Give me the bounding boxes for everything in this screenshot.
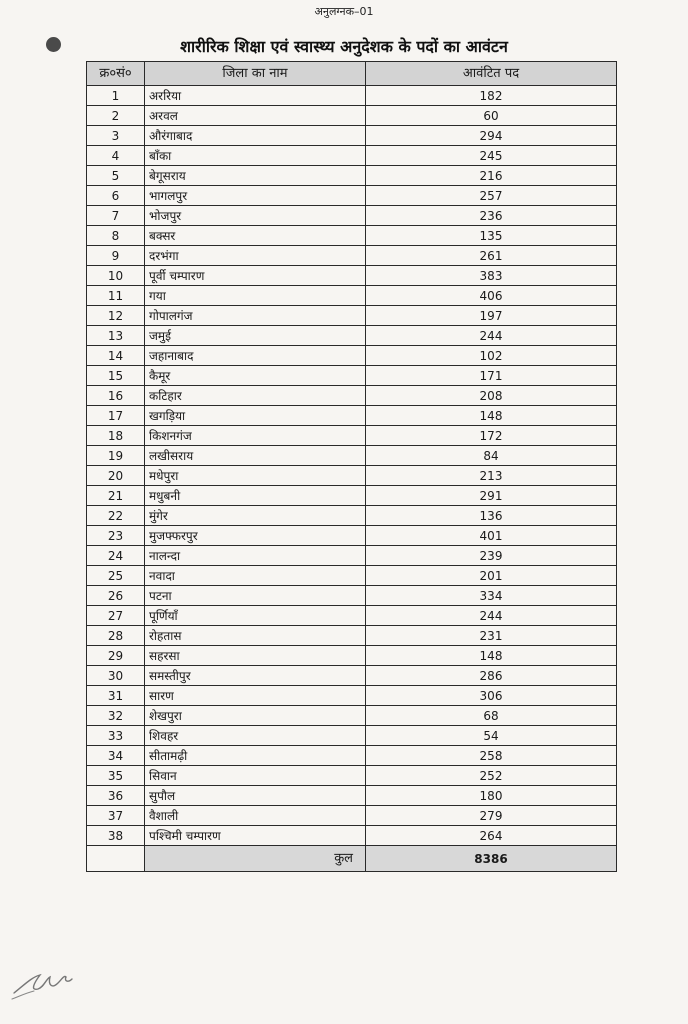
- posts-cell: 68: [366, 706, 617, 726]
- district-cell: गया: [145, 286, 366, 306]
- total-blank-cell: [87, 846, 145, 872]
- serial-cell: 3: [87, 126, 145, 146]
- posts-cell: 244: [366, 606, 617, 626]
- total-value: 8386: [366, 846, 617, 872]
- serial-cell: 1: [87, 86, 145, 106]
- serial-cell: 29: [87, 646, 145, 666]
- serial-cell: 31: [87, 686, 145, 706]
- table-row: [87, 106, 617, 126]
- district-cell: रोहतास: [145, 626, 366, 646]
- table-row: [87, 386, 617, 406]
- serial-cell: 20: [87, 466, 145, 486]
- annex-label: अनुलग्नक–01: [314, 5, 374, 18]
- district-cell: बेगूसराय: [145, 166, 366, 186]
- posts-cell: 401: [366, 526, 617, 546]
- posts-cell: 406: [366, 286, 617, 306]
- serial-cell: 27: [87, 606, 145, 626]
- posts-cell: 306: [366, 686, 617, 706]
- table-header-row: [87, 62, 617, 86]
- posts-cell: 334: [366, 586, 617, 606]
- table-row: [87, 286, 617, 306]
- table-row: [87, 626, 617, 646]
- posts-cell: 252: [366, 766, 617, 786]
- district-cell: वैशाली: [145, 806, 366, 826]
- table-row: [87, 546, 617, 566]
- table-row: [87, 606, 617, 626]
- table-row: [87, 706, 617, 726]
- serial-cell: 34: [87, 746, 145, 766]
- posts-cell: 286: [366, 666, 617, 686]
- posts-cell: 172: [366, 426, 617, 446]
- table-row: [87, 746, 617, 766]
- district-cell: मधुबनी: [145, 486, 366, 506]
- posts-cell: 208: [366, 386, 617, 406]
- serial-cell: 35: [87, 766, 145, 786]
- district-cell: सीतामढ़ी: [145, 746, 366, 766]
- serial-cell: 36: [87, 786, 145, 806]
- table-row: [87, 506, 617, 526]
- table-body: [87, 86, 617, 846]
- posts-cell: 264: [366, 826, 617, 846]
- district-cell: सहरसा: [145, 646, 366, 666]
- district-cell: औरंगाबाद: [145, 126, 366, 146]
- posts-cell: 135: [366, 226, 617, 246]
- total-label: कुल: [145, 846, 366, 872]
- serial-cell: 26: [87, 586, 145, 606]
- posts-cell: 245: [366, 146, 617, 166]
- district-cell: जमुई: [145, 326, 366, 346]
- table-row: [87, 246, 617, 266]
- posts-cell: 257: [366, 186, 617, 206]
- district-cell: पूर्वी चम्पारण: [145, 266, 366, 286]
- table-row: [87, 526, 617, 546]
- table-row: [87, 566, 617, 586]
- district-cell: पटना: [145, 586, 366, 606]
- posts-cell: 84: [366, 446, 617, 466]
- district-cell: नालन्दा: [145, 546, 366, 566]
- serial-cell: 13: [87, 326, 145, 346]
- posts-cell: 291: [366, 486, 617, 506]
- serial-cell: 30: [87, 666, 145, 686]
- posts-cell: 236: [366, 206, 617, 226]
- posts-cell: 201: [366, 566, 617, 586]
- district-cell: बाँका: [145, 146, 366, 166]
- serial-cell: 24: [87, 546, 145, 566]
- serial-cell: 9: [87, 246, 145, 266]
- posts-cell: 60: [366, 106, 617, 126]
- total-row: [87, 846, 617, 872]
- table-row: [87, 126, 617, 146]
- serial-cell: 5: [87, 166, 145, 186]
- district-cell: शिवहर: [145, 726, 366, 746]
- district-cell: लखीसराय: [145, 446, 366, 466]
- table-row: [87, 266, 617, 286]
- table-row: [87, 146, 617, 166]
- district-cell: सिवान: [145, 766, 366, 786]
- district-cell: सारण: [145, 686, 366, 706]
- serial-cell: 6: [87, 186, 145, 206]
- table-row: [87, 346, 617, 366]
- posts-cell: 136: [366, 506, 617, 526]
- district-cell: नवादा: [145, 566, 366, 586]
- table-row: [87, 366, 617, 386]
- posts-cell: 197: [366, 306, 617, 326]
- table-row: [87, 426, 617, 446]
- district-cell: भागलपुर: [145, 186, 366, 206]
- district-cell: शेखपुरा: [145, 706, 366, 726]
- page-title: शारीरिक शिक्षा एवं स्वास्थ्य अनुदेशक के पदों का आवंटन: [180, 37, 508, 56]
- district-cell: अरवल: [145, 106, 366, 126]
- table-row: [87, 666, 617, 686]
- table-row: [87, 646, 617, 666]
- posts-cell: 102: [366, 346, 617, 366]
- serial-cell: 25: [87, 566, 145, 586]
- posts-cell: 244: [366, 326, 617, 346]
- district-cell: मधेपुरा: [145, 466, 366, 486]
- district-cell: जहानाबाद: [145, 346, 366, 366]
- posts-cell: 216: [366, 166, 617, 186]
- posts-cell: 261: [366, 246, 617, 266]
- table-row: [87, 826, 617, 846]
- serial-cell: 18: [87, 426, 145, 446]
- serial-cell: 12: [87, 306, 145, 326]
- serial-cell: 16: [87, 386, 145, 406]
- district-cell: सुपौल: [145, 786, 366, 806]
- posts-cell: 294: [366, 126, 617, 146]
- serial-cell: 14: [87, 346, 145, 366]
- serial-cell: 2: [87, 106, 145, 126]
- serial-cell: 10: [87, 266, 145, 286]
- serial-cell: 22: [87, 506, 145, 526]
- allocation-table: [86, 61, 617, 872]
- signature-scribble: [10, 955, 90, 1005]
- serial-cell: 38: [87, 826, 145, 846]
- posts-cell: 182: [366, 86, 617, 106]
- serial-cell: 21: [87, 486, 145, 506]
- serial-cell: 28: [87, 626, 145, 646]
- posts-cell: 148: [366, 646, 617, 666]
- district-cell: मुजफ्फरपुर: [145, 526, 366, 546]
- serial-cell: 17: [87, 406, 145, 426]
- serial-cell: 32: [87, 706, 145, 726]
- posts-cell: 279: [366, 806, 617, 826]
- posts-cell: 171: [366, 366, 617, 386]
- table-row: [87, 446, 617, 466]
- serial-cell: 37: [87, 806, 145, 826]
- district-cell: पश्चिमी चम्पारण: [145, 826, 366, 846]
- district-cell: कटिहार: [145, 386, 366, 406]
- posts-cell: 239: [366, 546, 617, 566]
- table-row: [87, 306, 617, 326]
- table-row: [87, 206, 617, 226]
- table-row: [87, 186, 617, 206]
- serial-cell: 19: [87, 446, 145, 466]
- table-row: [87, 486, 617, 506]
- table-row: [87, 686, 617, 706]
- posts-cell: 148: [366, 406, 617, 426]
- table-row: [87, 766, 617, 786]
- serial-cell: 4: [87, 146, 145, 166]
- serial-cell: 8: [87, 226, 145, 246]
- district-cell: कैमूर: [145, 366, 366, 386]
- header-serial: क्र०सं०: [87, 62, 145, 86]
- posts-cell: 383: [366, 266, 617, 286]
- posts-cell: 180: [366, 786, 617, 806]
- table-row: [87, 786, 617, 806]
- header-posts: आवंटित पद: [366, 62, 617, 86]
- table-row: [87, 726, 617, 746]
- header-district: जिला का नाम: [145, 62, 366, 86]
- district-cell: किशनगंज: [145, 426, 366, 446]
- serial-cell: 7: [87, 206, 145, 226]
- posts-cell: 54: [366, 726, 617, 746]
- district-cell: मुंगेर: [145, 506, 366, 526]
- district-cell: खगड़िया: [145, 406, 366, 426]
- serial-cell: 23: [87, 526, 145, 546]
- serial-cell: 11: [87, 286, 145, 306]
- district-cell: पूर्णियाँ: [145, 606, 366, 626]
- table-row: [87, 166, 617, 186]
- serial-cell: 15: [87, 366, 145, 386]
- table-row: [87, 586, 617, 606]
- posts-cell: 258: [366, 746, 617, 766]
- posts-cell: 213: [366, 466, 617, 486]
- table-row: [87, 326, 617, 346]
- posts-cell: 231: [366, 626, 617, 646]
- table-row: [87, 806, 617, 826]
- table-row: [87, 466, 617, 486]
- table-row: [87, 406, 617, 426]
- district-cell: अररिया: [145, 86, 366, 106]
- district-cell: भोजपुर: [145, 206, 366, 226]
- table-row: [87, 226, 617, 246]
- table-row: [87, 86, 617, 106]
- district-cell: समस्तीपुर: [145, 666, 366, 686]
- district-cell: बक्सर: [145, 226, 366, 246]
- district-cell: दरभंगा: [145, 246, 366, 266]
- serial-cell: 33: [87, 726, 145, 746]
- district-cell: गोपालगंज: [145, 306, 366, 326]
